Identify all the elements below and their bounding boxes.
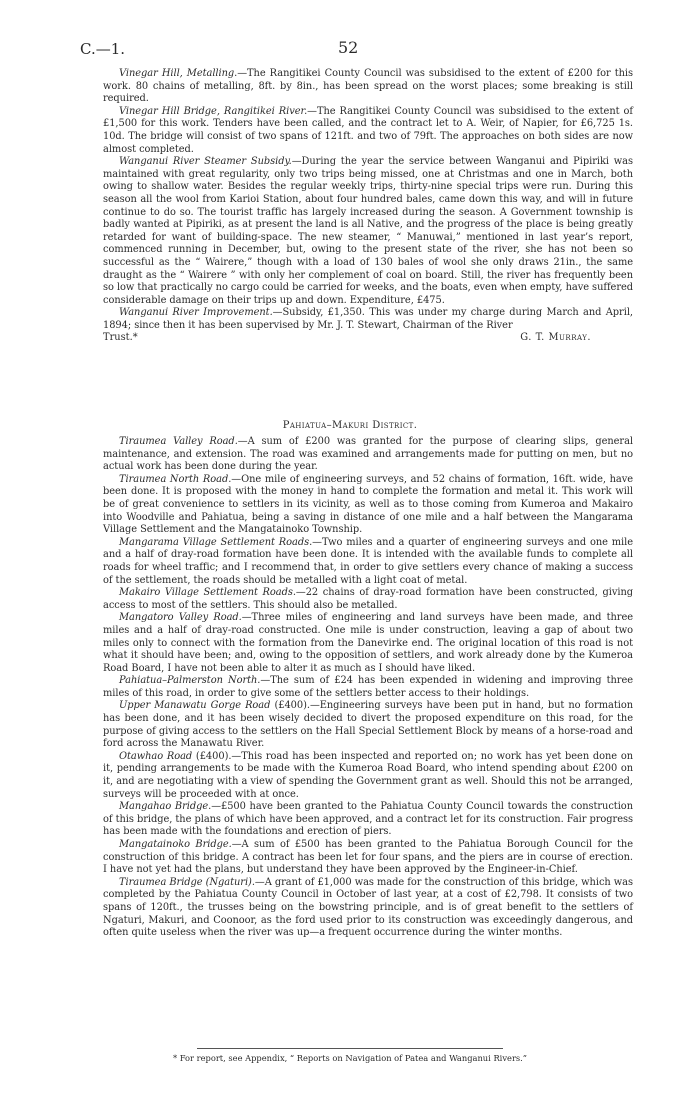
paragraph-body: —A sum of £200 was granted for the purpose of clearing slips, general maintenance, and extension. The road was examined and arrangements made for putting on men, but no actual work has been done during the year. (103, 436, 633, 473)
footnote: * For report, see Appendix, “ Reports on Navigation of Patea and Wanganui Rivers.” (172, 1053, 528, 1063)
paragraph-body: —22 chains of dray-road formation have been constructed, giving access to most of the settlers. This should also be metalled. (103, 587, 633, 611)
paragraph (103, 106, 633, 156)
paragraph (103, 436, 633, 474)
paragraph-body: —A grant of £1,000 was made for the construction of this bridge, which was completed by the Pahiatua County Council in October of last year, at a cost of £2,798. It consists of two spans of 120ft., the trusses being on the bowstring principle, and is of great benefit to the settlers of Ngaturi, Makuri, and Coonoor, as the ford used prior to its construction was exceedingly dangerous, and often quite useless when the river was up—a frequent occurrence during the winter months. (103, 876, 634, 939)
paragraph-body: —The Rangitikei County Council was subsidised to the extent of £1,500 for this work. Tenders have been called, and the contract let to A. Weir, of Napier, for £6,725 1s. 10d. The bridge will consist of two spans of 121ft. and two of 79ft. The approaches on both sides are now almost completed. (103, 105, 633, 155)
paragraph-title: Pahiatua–Palmerston North. (119, 675, 261, 687)
signature: G. T. Murray. (520, 332, 591, 344)
page-number: 52 (338, 38, 359, 57)
paragraph-body: —£500 have been granted to the Pahiatua County Council towards the construction of this bridge, the plans of which have been approved, and a contract let for its construction. Fair progress has been made with the foundations and erection of piers. (103, 801, 633, 838)
paragraph-title: Mangahao Bridge. (119, 801, 212, 813)
paragraph (103, 68, 633, 106)
paragraph (103, 156, 633, 307)
paragraph-title: Vinegar Hill, Metalling. (119, 68, 238, 79)
paragraph-body: —One mile of engineering surveys, and 52 chains of formation, 16ft. wide, have been done. It is proposed with the money in hand to complete the formation and metal it. This work will be of great convenience to settlers in its vicinity, as well as to those coming from Kumeroa and Makairo into Woodville and Pahiatua, being a saving in distance of one mile and a half between the Mangarama Village Settlement and the Mangatainoko Township. (103, 473, 633, 536)
paragraph (103, 307, 633, 332)
paragraph (103, 877, 633, 940)
paragraph-body: (£400).—This road has been inspected and reported on; no work has yet been done on it, pending arrangements to be made with the Kumeroa Road Board, who intend spending about £200 on it, and are negotiating with a view of spending the Government grant as well. Should this not be arranged, surveys will be proceeded with at once. (103, 750, 633, 800)
paragraph (103, 537, 633, 587)
paragraph-title: Upper Manawatu Gorge Road (119, 700, 271, 712)
paragraph-body: —The Rangitikei County Council was subsidised to the extent of £200 for this work. 80 chains of metalling, 8ft. by 8in., has been spread on the worst places; some breaking is still required. (103, 68, 633, 105)
paragraph-title: Wanganui River Improvement. (119, 307, 273, 319)
paragraph-title: Mangatainoko Bridge. (119, 839, 232, 850)
paragraph (103, 801, 633, 839)
paragraph-body: —Two miles and a quarter of engineering surveys and one mile and a half of dray-road formation have been done. It is intended with the available funds to complete all roads for wheel traffic; and I recommend that, in order to give settlers every chance of making a success of the settlement, the roads should be metalled with a light coat of metal. (103, 536, 633, 586)
section-1-text (103, 68, 633, 345)
paragraph (103, 751, 633, 801)
document-reference: C.—1. (80, 40, 126, 58)
paragraph-body: —A sum of £500 has been granted to the Pahiatua Borough Council for the construction of this bridge. A contract has been let for four spans, and the piers are in course of erection. I have not yet had the plans, but understand they have been approved by the Engineer-in-Chief. (103, 839, 633, 876)
paragraph-title: Mangarama Village Settlement Roads. (119, 536, 313, 548)
paragraph-title: Mangatoro Valley Road. (119, 612, 242, 624)
footnote-divider (197, 1048, 503, 1049)
paragraph-title: Tiraumea Valley Road. (119, 436, 238, 447)
paragraph (103, 700, 633, 750)
signature-line (103, 332, 633, 345)
paragraph-title: Tiraumea North Road. (119, 473, 232, 485)
paragraph-title: Tiraumea Bridge (Ngaturi). (119, 876, 255, 888)
closing-line: Trust.* (103, 332, 138, 344)
paragraph (103, 612, 633, 675)
paragraph-body: —The sum of £24 has been expended in widening and improving three miles of this road, in order to give some of the settlers better access to their holdings. (103, 675, 633, 699)
paragraph (103, 675, 633, 700)
paragraph-title: Otawhao Road (119, 750, 193, 762)
paragraph (103, 587, 633, 612)
section-title: Pahiatua–Makuri District. (282, 420, 418, 431)
paragraph-title: Vinegar Hill Bridge, Rangitikei River. (119, 105, 308, 117)
paragraph (103, 839, 633, 877)
paragraph-title: Wanganui River Steamer Subsidy. (119, 156, 292, 168)
paragraph-title: Makairo Village Settlement Roads. (119, 587, 296, 599)
paragraph (103, 474, 633, 537)
paragraph-body: (£400).—Engineering surveys have been put in hand, but no formation has been done, and it has been wisely decided to divert the proposed expenditure on this road, for the purpose of giving access to the settlers on the Hall Special Settlement Block by means of a horse-road and ford across the Manawatu River. (103, 700, 633, 750)
section-2-text (103, 436, 633, 940)
paragraph-body: —Three miles of engineering and land surveys have been made, and three miles and a half of dray-road constructed. One mile is under construction, leaving a gap of about two miles only to connect with the formation from the Danevirke end. The original location of this road is not what it should have been; and, owing to the opposition of settlers, and work already done by the Kumeroa Road Board, I have not been able to alter it as much as I should have liked. (103, 612, 633, 674)
paragraph-body: —During the year the service between Wanganui and Pipiriki was maintained with great regularity, only two trips being missed, one at Christmas and one in March, both owing to shallow water. Besides the regular weekly trips, thirty-nine special trips were run. During this season all the wool from Karioi Station, about four hundred bales, came down this way, and will in future continue to do so. The tourist traffic has largely increased during the season. A Government township is badly wanted at Pipiriki, as at present the land is all Native, and the progress of the place is being greatly retarded for want of building-space. The new steamer, “ Manuwai,” mentioned in last year’s report, commenced running in December, but, owing to the present state of the river, she has not been so successful as the “ Wairere,” though with a load of 130 bales of wool she only draws 21in., the same draught as the “ Wairere ” with only her complement of coal on board. Still, the river has frequently been so low that practically no cargo could be carried for weeks, and the boats, even when empty, have suffered considerable damage on their trips up and down. Expenditure, £475. (103, 156, 633, 306)
paragraph-body: —Subsidy, £1,350. This was under my charge during March and April, 1894; since then it has been supervised by Mr. J. T. Stewart, Chairman of the River (103, 307, 633, 331)
